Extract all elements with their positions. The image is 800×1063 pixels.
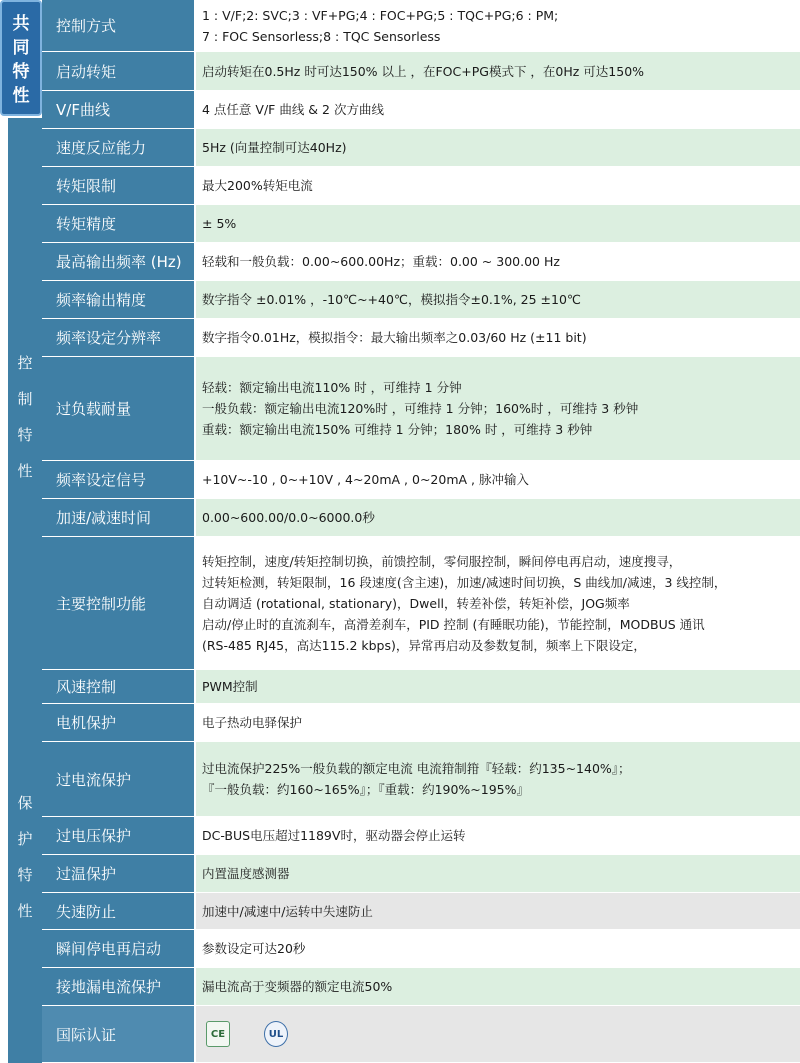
spec-label: 过温保护 xyxy=(42,855,196,892)
spec-value-line: 7 : FOC Sensorless;8 : TQC Sensorless xyxy=(202,28,441,44)
spec-label: 频率输出精度 xyxy=(42,281,196,318)
spec-value xyxy=(196,537,800,669)
spec-value xyxy=(196,742,800,816)
spec-row xyxy=(42,129,800,167)
spec-label: 主要控制功能 xyxy=(42,537,196,669)
spec-row xyxy=(42,243,800,281)
spec-value-line: DC-BUS电压超过1189V时，驱动器会停止运转 xyxy=(202,828,466,843)
spec-value xyxy=(196,930,800,967)
spec-value-line: 过电流保护225%一般负载的额定电流 电流箝制箝『轻载：约135~140%』； xyxy=(202,761,631,776)
spec-value-line: 一般负载：额定输出电流120%时 ，可维持 1 分钟；160%时 ，可维持 3 秒钟 xyxy=(202,401,639,416)
spec-value xyxy=(196,167,800,204)
spec-value xyxy=(196,243,800,280)
spec-value xyxy=(196,893,800,929)
spec-row xyxy=(42,0,800,52)
spec-row xyxy=(42,52,800,91)
spec-value-line: 电子热动电驿保护 xyxy=(202,715,303,730)
spec-value-line: 自动调适 (rotational, stationary)，Dwell，转差补偿，转矩补偿，JOG频率 xyxy=(202,595,630,611)
spec-row xyxy=(42,281,800,319)
spec-row xyxy=(42,91,800,129)
spec-label: 频率设定分辨率 xyxy=(42,319,196,356)
spec-value-line: (RS-485 RJ45，高达115.2 kbps)，异常再启动及参数复制，频率上下限设定， xyxy=(202,637,646,653)
spec-row xyxy=(42,357,800,461)
spec-row xyxy=(42,537,800,670)
ce-cert-icon: CE xyxy=(206,1021,230,1047)
spec-row xyxy=(42,855,800,893)
spec-row xyxy=(42,205,800,243)
spec-row xyxy=(42,968,800,1006)
spec-row xyxy=(42,461,800,499)
spec-label: 控制方式 xyxy=(42,0,196,51)
spec-label: 国际认证 xyxy=(42,1006,196,1062)
spec-value xyxy=(196,461,800,498)
spec-value xyxy=(196,704,800,741)
spec-value xyxy=(196,357,800,460)
spec-value-line: +10V~-10 , 0~+10V , 4~20mA , 0~20mA , 脉冲输入 xyxy=(202,472,529,487)
spec-value-line: 5Hz (向量控制可达40Hz) xyxy=(202,140,347,155)
spec-row xyxy=(42,670,800,704)
spec-value-line: 『一般负载：约160~165%』；『重载：约190%~195%』 xyxy=(202,782,530,797)
spec-label: 过电流保护 xyxy=(42,742,196,816)
spec-value-line: 参数设定可达20秒 xyxy=(202,941,306,956)
spec-value-line: 加速中/减速中/运转中失速防止 xyxy=(202,903,373,919)
spec-label: 风速控制 xyxy=(42,670,196,703)
spec-value-line: 数字指令 ±0.01% ，-10℃~+40℃，模拟指令±0.1%, 25 ±10℃ xyxy=(202,292,581,307)
category-protection-label: 保护特性 xyxy=(17,794,33,920)
spec-value-line: 内置温度感测器 xyxy=(202,866,290,881)
spec-label: 启动转矩 xyxy=(42,52,196,90)
spec-value-line: 轻载：额定输出电流110% 时 ，可维持 1 分钟 xyxy=(202,380,462,395)
category-common-label: 共同特性 xyxy=(12,14,30,106)
spec-row xyxy=(42,167,800,205)
spec-value-line: 重载：额定输出电流150% 可维持 1 分钟；180% 时 ，可维持 3 秒钟 xyxy=(202,422,593,437)
spec-label: 过负载耐量 xyxy=(42,357,196,460)
spec-label: 频率设定信号 xyxy=(42,461,196,498)
spec-row xyxy=(42,817,800,855)
spec-value xyxy=(196,855,800,892)
spec-value xyxy=(196,670,800,703)
spec-value-line: 漏电流高于变频器的额定电流50% xyxy=(202,979,393,994)
spec-value-line: 4 点任意 V/F 曲线 & 2 次方曲线 xyxy=(202,102,384,117)
spec-value-line: 过转矩检测，转矩限制，16 段速度(含主速)，加速/减速时间切换，S 曲线加/减速，3 线控制， xyxy=(202,574,727,590)
spec-label: 电机保护 xyxy=(42,704,196,741)
spec-label: 速度反应能力 xyxy=(42,129,196,166)
spec-row xyxy=(42,742,800,817)
spec-value xyxy=(196,319,800,356)
spec-row xyxy=(42,499,800,537)
spec-label: 接地漏电流保护 xyxy=(42,968,196,1005)
spec-row xyxy=(42,319,800,357)
spec-value xyxy=(196,499,800,536)
spec-row xyxy=(42,1006,800,1063)
spec-value-line: 数字指令0.01Hz，模拟指令：最大输出频率之0.03/60 Hz (±11 bit) xyxy=(202,330,587,345)
spec-value-line: 启动/停止时的直流刹车，高滑差刹车，PID 控制 (有睡眠功能)，节能控制，MODBUS 通讯 xyxy=(202,616,705,632)
spec-value-line: 0.00~600.00/0.0~6000.0秒 xyxy=(202,510,375,525)
spec-row xyxy=(42,704,800,742)
spec-label: 失速防止 xyxy=(42,893,196,929)
spec-value-line: ± 5% xyxy=(202,216,237,231)
spec-label: 最高输出频率 (Hz) xyxy=(42,243,196,280)
spec-value xyxy=(196,281,800,318)
spec-value-line: 最大200%转矩电流 xyxy=(202,178,313,193)
spec-label: 瞬间停电再启动 xyxy=(42,930,196,967)
spec-value-line: 1 : V/F;2: SVC;3 : VF+PG;4 : FOC+PG;5 : TQC+PG;6 : PM; xyxy=(202,7,559,23)
spec-label: V/F曲线 xyxy=(42,91,196,128)
category-control-label: 控制特性 xyxy=(17,354,33,480)
spec-label: 加速/减速时间 xyxy=(42,499,196,536)
spec-value xyxy=(196,91,800,128)
spec-value xyxy=(196,817,800,854)
spec-label: 转矩限制 xyxy=(42,167,196,204)
spec-value xyxy=(196,205,800,242)
spec-label: 转矩精度 xyxy=(42,205,196,242)
spec-value-line: 转矩控制，速度/转矩控制切换，前馈控制，零伺服控制，瞬间停电再启动，速度搜寻， xyxy=(202,553,682,569)
spec-value xyxy=(196,968,800,1005)
spec-value xyxy=(196,52,800,90)
category-cert xyxy=(8,1006,42,1063)
spec-row xyxy=(42,930,800,968)
spec-value xyxy=(196,1006,800,1062)
spec-value xyxy=(196,129,800,166)
spec-value xyxy=(196,0,800,51)
spec-label: 过电压保护 xyxy=(42,817,196,854)
spec-value-line: 轻载和一般负载：0.00~600.00Hz；重载：0.00 ~ 300.00 Hz xyxy=(202,254,560,269)
spec-row xyxy=(42,893,800,930)
spec-value-line: 启动转矩在0.5Hz 时可达150% 以上 ，在FOC+PG模式下 ，在0Hz 可达150% xyxy=(202,63,645,79)
ul-cert-icon: UL xyxy=(264,1021,288,1047)
spec-value-line: PWM控制 xyxy=(202,679,258,694)
